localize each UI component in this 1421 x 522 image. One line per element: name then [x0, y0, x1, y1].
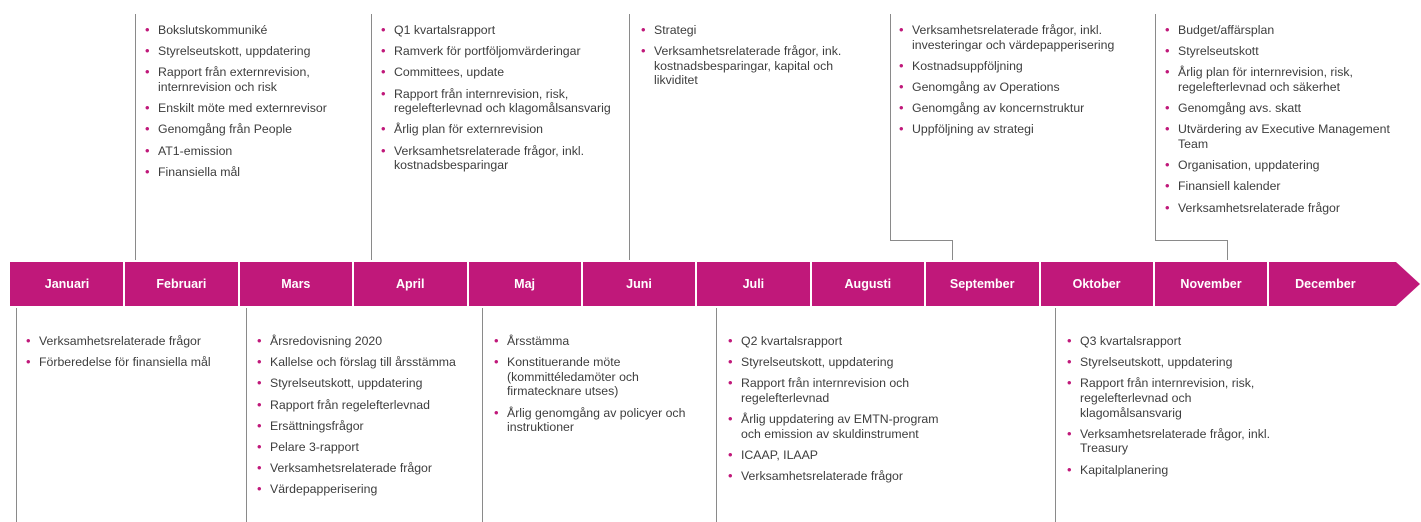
- agenda-item: • Verksamhetsrelaterade frågor: [256, 461, 480, 476]
- agenda-item: • Genomgång av Operations: [898, 80, 1138, 95]
- month-maj: Maj: [514, 277, 536, 291]
- agenda-item: • Pelare 3-rapport: [256, 440, 480, 455]
- agenda-item: • Styrelseutskott, uppdatering: [144, 44, 366, 59]
- agenda-item: • Årlig uppdatering av EMTN-program och emission av skuldinstrument: [727, 412, 949, 441]
- agenda-item: • Kallelse och förslag till årsstämma: [256, 355, 480, 370]
- agenda-item: • Rapport från externrevision, internrevision och risk: [144, 65, 366, 94]
- agenda-item: • Organisation, uppdatering: [1164, 158, 1400, 173]
- month-separator: [581, 262, 583, 306]
- agenda-februari: [144, 23, 366, 186]
- agenda-september: [898, 23, 1138, 144]
- agenda-item: • Ersättningsfrågor: [256, 419, 480, 434]
- month-oktober: Oktober: [1072, 277, 1121, 291]
- agenda-item: • Rapport från internrevision, risk, regelefterlevnad och klagomålsansvarig: [1066, 376, 1286, 420]
- agenda-item: • ICAAP, ILAAP: [727, 448, 949, 463]
- connector-december-b: [1227, 240, 1228, 260]
- month-april: April: [395, 277, 425, 291]
- month-december: December: [1295, 277, 1356, 291]
- agenda-item: • Q2 kvartalsrapport: [727, 334, 949, 349]
- month-bar: [10, 262, 1420, 306]
- month-augusti: Augusti: [844, 277, 892, 291]
- agenda-item: • Q3 kvartalsrapport: [1066, 334, 1286, 349]
- agenda-item: • Verksamhetsrelaterade frågor: [727, 469, 949, 484]
- agenda-item: • Committees, update: [380, 65, 612, 80]
- agenda-item: • Styrelseutskott, uppdatering: [727, 355, 949, 370]
- connector-september-b: [952, 240, 953, 260]
- agenda-item: • Rapport från regelefterlevnad: [256, 398, 480, 413]
- connector-maj: [482, 308, 483, 522]
- agenda-item: • Enskilt möte med externrevisor: [144, 101, 366, 116]
- month-separator: [924, 262, 926, 306]
- agenda-oktober: [1066, 334, 1286, 484]
- agenda-item: • Finansiella mål: [144, 165, 366, 180]
- month-separator: [238, 262, 240, 306]
- agenda-item: • Rapport från internrevision och regelefterlevnad: [727, 376, 949, 405]
- agenda-item: • Förberedelse för finansiella mål: [25, 355, 235, 370]
- agenda-april: [380, 23, 612, 179]
- agenda-item: • Konstituerande möte (kommittéledamöter och firmatecknare utses): [493, 355, 699, 399]
- agenda-item: • Verksamhetsrelaterade frågor: [1164, 201, 1400, 216]
- agenda-juni: [640, 23, 872, 95]
- month-september: September: [949, 277, 1015, 291]
- agenda-item: • Genomgång avs. skatt: [1164, 101, 1400, 116]
- agenda-item: • Rapport från internrevision, risk, regelefterlevnad och klagomålsansvarig: [380, 87, 612, 116]
- month-juli: Juli: [742, 277, 765, 291]
- agenda-item: • Verksamhetsrelaterade frågor, ink. kostnadsbesparingar, kapital och likviditet: [640, 44, 872, 88]
- connector-september-a: [890, 14, 891, 240]
- agenda-item: • Verksamhetsrelaterade frågor: [25, 334, 235, 349]
- month-separator: [695, 262, 697, 306]
- month-juni: Juni: [626, 277, 652, 291]
- agenda-item: • Värdepapperisering: [256, 482, 480, 497]
- agenda-item: • Genomgång från People: [144, 122, 366, 137]
- agenda-item: • Kapitalplanering: [1066, 463, 1286, 478]
- connector-december-h: [1155, 240, 1227, 241]
- month-separator: [1039, 262, 1041, 306]
- agenda-december: [1164, 23, 1400, 222]
- connector-april: [371, 14, 372, 260]
- agenda-item: • Genomgång av koncernstruktur: [898, 101, 1138, 116]
- agenda-item: • Uppföljning av strategi: [898, 122, 1138, 137]
- connector-december-a: [1155, 14, 1156, 240]
- connector-september-h: [890, 240, 952, 241]
- agenda-item: • Årsredovisning 2020: [256, 334, 480, 349]
- connector-juli: [716, 308, 717, 522]
- agenda-item: • Bokslutskommuniké: [144, 23, 366, 38]
- month-separator: [810, 262, 812, 306]
- month-separator: [1267, 262, 1269, 306]
- agenda-item: • Styrelseutskott, uppdatering: [1066, 355, 1286, 370]
- month-mars: Mars: [281, 277, 311, 291]
- connector-januari: [16, 308, 17, 522]
- connector-februari: [135, 14, 136, 260]
- agenda-item: • Årlig genomgång av policyer och instruktioner: [493, 406, 699, 435]
- agenda-item: • Utvärdering av Executive Management Team: [1164, 122, 1400, 151]
- agenda-item: • Verksamhetsrelaterade frågor, inkl. kostnadsbesparingar: [380, 144, 612, 173]
- month-separator: [352, 262, 354, 306]
- month-januari: Januari: [44, 277, 90, 291]
- agenda-item: • AT1-emission: [144, 144, 366, 159]
- month-separator: [1153, 262, 1155, 306]
- agenda-item: • Verksamhetsrelaterade frågor, inkl. Treasury: [1066, 427, 1286, 456]
- agenda-item: • Årsstämma: [493, 334, 699, 349]
- agenda-item: • Strategi: [640, 23, 872, 38]
- agenda-item: • Ramverk för portföljomvärderingar: [380, 44, 612, 59]
- month-separator: [123, 262, 125, 306]
- connector-mars: [246, 308, 247, 522]
- agenda-item: • Årlig plan för internrevision, risk, regelefterlevnad och säkerhet: [1164, 65, 1400, 94]
- agenda-item: • Årlig plan för externrevision: [380, 122, 612, 137]
- agenda-item: • Styrelseutskott: [1164, 44, 1400, 59]
- agenda-item: • Finansiell kalender: [1164, 179, 1400, 194]
- agenda-mars: [256, 334, 480, 504]
- agenda-item: • Styrelseutskott, uppdatering: [256, 376, 480, 391]
- month-separator: [467, 262, 469, 306]
- connector-oktober: [1055, 308, 1056, 522]
- month-november: November: [1180, 277, 1242, 291]
- month-februari: Februari: [156, 277, 207, 291]
- agenda-item: • Budget/affärsplan: [1164, 23, 1400, 38]
- connector-juni: [629, 14, 630, 260]
- agenda-item: • Kostnadsuppföljning: [898, 59, 1138, 74]
- agenda-item: • Q1 kvartalsrapport: [380, 23, 612, 38]
- agenda-januari: [25, 334, 235, 376]
- agenda-maj: [493, 334, 699, 441]
- agenda-juli: [727, 334, 949, 490]
- agenda-item: • Verksamhetsrelaterade frågor, inkl. investeringar och värdepapperisering: [898, 23, 1138, 52]
